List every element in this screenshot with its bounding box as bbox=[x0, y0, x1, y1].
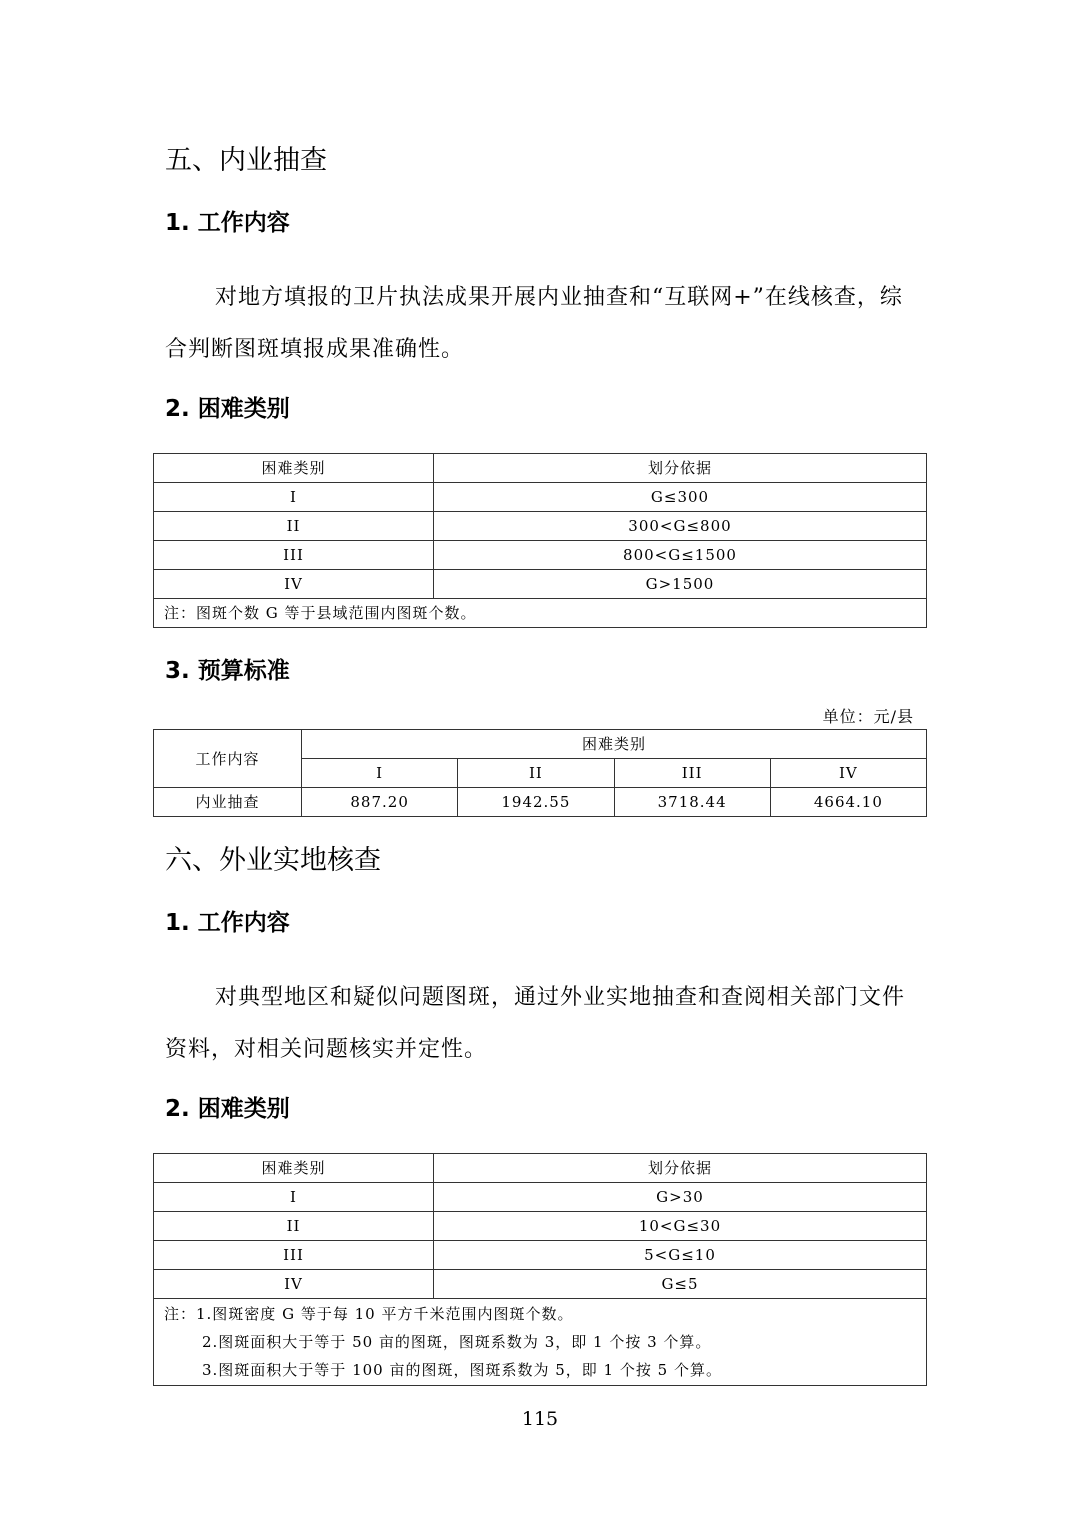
section5-sub2: 2. 困难类别 bbox=[165, 396, 290, 422]
section6-sub1: 1. 工作内容 bbox=[165, 910, 290, 936]
row-label: 内业抽查 bbox=[154, 788, 302, 817]
header-cell: 划分依据 bbox=[434, 454, 927, 483]
table-note: 注：图斑个数 G 等于县域范围内图斑个数。 bbox=[154, 599, 927, 628]
table-header-row bbox=[154, 1154, 927, 1183]
table-cell: G≤5 bbox=[434, 1270, 927, 1299]
value-cell: 887.20 bbox=[302, 788, 458, 817]
table-row bbox=[154, 570, 927, 599]
section6-difficulty-table bbox=[153, 1153, 927, 1386]
table-cell: II bbox=[154, 1212, 434, 1241]
unit-label: 单位：元/县 bbox=[822, 707, 914, 726]
table-cell: 5<G≤10 bbox=[434, 1241, 927, 1270]
table-cell: 300<G≤800 bbox=[434, 512, 927, 541]
level-cell: IV bbox=[770, 759, 926, 788]
section6-sub2: 2. 困难类别 bbox=[165, 1096, 290, 1122]
section5-sub3: 3. 预算标准 bbox=[165, 658, 290, 684]
table-cell: I bbox=[154, 483, 434, 512]
table-row bbox=[154, 788, 927, 817]
table-note-line: 2.图斑面积大于等于 50 亩的图斑，图斑系数为 3，即 1 个按 3 个算。 bbox=[202, 1333, 712, 1351]
table-notes bbox=[154, 1299, 927, 1386]
table-cell: IV bbox=[154, 1270, 434, 1299]
section6-paragraph: 对典型地区和疑似问题图斑，通过外业实地抽查和查阅相关部门文件资料，对相关问题核实并定性。 bbox=[165, 985, 906, 1062]
budget-table bbox=[153, 729, 927, 817]
section5-heading: 五、内业抽查 bbox=[165, 145, 327, 176]
page-number: 115 bbox=[521, 1408, 559, 1430]
section5-sub1: 1. 工作内容 bbox=[165, 210, 290, 236]
table-row bbox=[154, 483, 927, 512]
level-cell: II bbox=[458, 759, 614, 788]
section6-heading: 六、外业实地核查 bbox=[165, 845, 381, 876]
table-row bbox=[154, 1270, 927, 1299]
table-row bbox=[154, 1212, 927, 1241]
header-cell: 困难类别 bbox=[154, 1154, 434, 1183]
table-cell: III bbox=[154, 1241, 434, 1270]
value-cell: 4664.10 bbox=[770, 788, 926, 817]
table-cell: III bbox=[154, 541, 434, 570]
table-header-row bbox=[154, 454, 927, 483]
table-cell: G>30 bbox=[434, 1183, 927, 1212]
table-row bbox=[154, 512, 927, 541]
table-note-row bbox=[154, 1299, 927, 1386]
header-cell: 划分依据 bbox=[434, 1154, 927, 1183]
value-cell: 1942.55 bbox=[458, 788, 614, 817]
table-cell: G≤300 bbox=[434, 483, 927, 512]
table-row bbox=[154, 1183, 927, 1212]
section5-difficulty-table bbox=[153, 453, 927, 628]
table-note-row bbox=[154, 599, 927, 628]
level-cell: III bbox=[614, 759, 770, 788]
table-row bbox=[154, 541, 927, 570]
table-cell: 800<G≤1500 bbox=[434, 541, 927, 570]
header-cell-work: 工作内容 bbox=[154, 730, 302, 788]
table-cell: G>1500 bbox=[434, 570, 927, 599]
level-cell: I bbox=[302, 759, 458, 788]
section5-paragraph: 对地方填报的卫片执法成果开展内业抽查和“互联网+”在线核查，综合判断图斑填报成果准确性。 bbox=[165, 285, 903, 362]
table-note-line: 3.图斑面积大于等于 100 亩的图斑，图斑系数为 5，即 1 个按 5 个算。 bbox=[202, 1361, 722, 1379]
table-cell: 10<G≤30 bbox=[434, 1212, 927, 1241]
table-note-line: 注：1.图斑密度 G 等于每 10 平方千米范围内图斑个数。 bbox=[164, 1305, 574, 1323]
value-cell: 3718.44 bbox=[614, 788, 770, 817]
table-row bbox=[154, 1241, 927, 1270]
table-cell: II bbox=[154, 512, 434, 541]
header-cell: 困难类别 bbox=[154, 454, 434, 483]
header-cell-difficulty: 困难类别 bbox=[302, 730, 927, 759]
table-cell: IV bbox=[154, 570, 434, 599]
table-cell: I bbox=[154, 1183, 434, 1212]
table-header-row bbox=[154, 730, 927, 759]
